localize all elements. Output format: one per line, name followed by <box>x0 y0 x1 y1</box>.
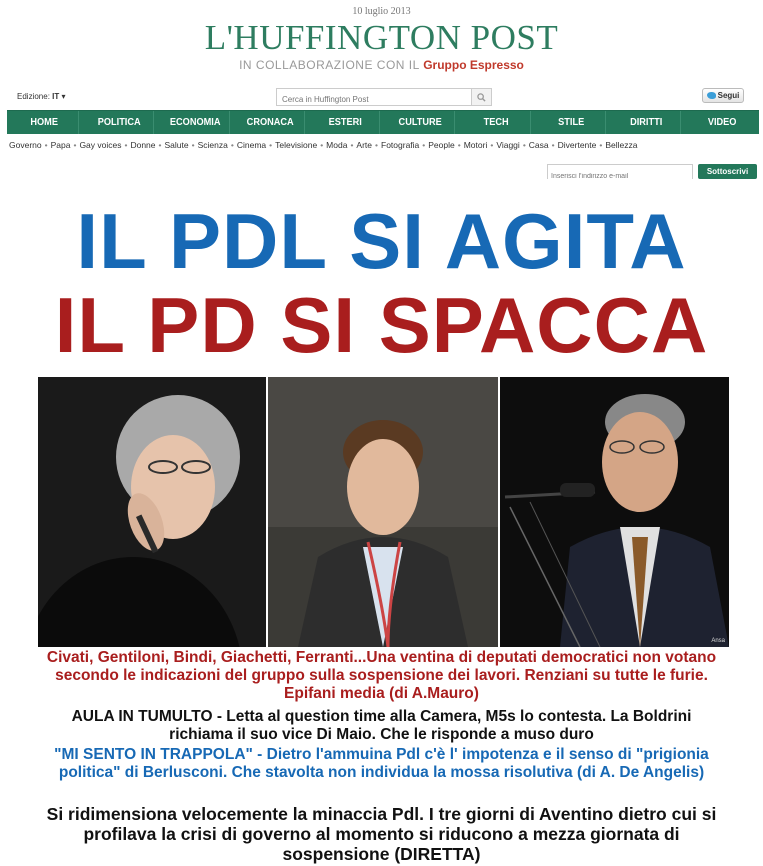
site-logo[interactable]: L'HUFFINGTON POST <box>204 18 559 57</box>
nav-item-video[interactable]: VIDEO <box>707 117 737 128</box>
story-link-black[interactable]: AULA IN TUMULTO - Letta al question time alla Camera, M5s lo contesta. La Boldrini richiama il suo vice Di Maio. Che le risponde a muso duro <box>71 708 692 743</box>
collab-partner[interactable]: Gruppo Espresso <box>423 58 524 72</box>
subnav-link[interactable]: Gay voices <box>79 140 122 150</box>
separator-dot: • <box>269 140 273 150</box>
subnav-link[interactable]: Televisione <box>275 140 318 150</box>
nav-item-diritti[interactable]: DIRITTI <box>612 111 681 134</box>
headline-line-1[interactable]: IL PDL SI AGITA <box>76 197 687 285</box>
separator-dot: • <box>191 140 195 150</box>
separator-dot: • <box>320 140 324 150</box>
story-link-main[interactable]: Si ridimensiona velocemente la minaccia Pdl. I tre giorni di Aventino dietro cui si profilava la crisi di governo al momento si riducono a mezza giornata di sospensione (DIRETTA) <box>46 804 717 864</box>
subnav-link[interactable]: People <box>428 140 455 150</box>
separator-dot: • <box>158 140 162 150</box>
main-nav <box>7 110 759 134</box>
collab-prefix: IN COLLABORAZIONE CON IL <box>239 58 420 72</box>
subscribe-button[interactable]: Sottoscrivi <box>698 164 757 179</box>
separator-dot: • <box>73 140 77 150</box>
subnav-link[interactable]: Salute <box>164 140 189 150</box>
separator-dot: • <box>375 140 378 150</box>
subnav-link[interactable]: Cinema <box>236 140 267 150</box>
nav-item-stile[interactable]: STILE <box>537 111 606 134</box>
nav-item-economia[interactable]: ECONOMIA <box>161 111 230 134</box>
caret-down-icon: ▾ <box>61 92 66 101</box>
separator-dot: • <box>124 140 128 150</box>
twitter-bird-icon <box>707 92 716 99</box>
page-date: 10 luglio 2013 <box>352 6 411 17</box>
section-subnav <box>9 140 761 150</box>
nav-item-politica[interactable]: POLITICA <box>85 111 154 134</box>
nav-item-cronaca[interactable]: CRONACA <box>236 111 305 134</box>
edition-value: IT <box>52 92 60 101</box>
separator-dot: • <box>44 140 48 150</box>
separator-dot: • <box>490 140 494 150</box>
subnav-link[interactable]: Governo <box>9 140 42 150</box>
story-link-red[interactable]: Civati, Gentiloni, Bindi, Giachetti, Ferranti...Una ventina di deputati democratici non votano secondo le indicazioni del gruppo sulla sospensione dei lavori. Renziani su tutte le furie. Epifani media (di A.Mauro) <box>46 649 717 702</box>
subnav-link[interactable]: Bellezza <box>605 140 638 150</box>
twitter-follow-button[interactable] <box>702 88 744 103</box>
subnav-link[interactable]: Donne <box>130 140 156 150</box>
photo-credit: Ansa <box>711 638 725 644</box>
subnav-link[interactable]: Divertente <box>557 140 597 150</box>
nav-item-tech[interactable]: TECH <box>462 111 531 134</box>
search-input[interactable] <box>277 92 469 108</box>
separator-dot: • <box>422 140 426 150</box>
subnav-link[interactable]: Fotografia <box>381 140 420 150</box>
separator-dot: • <box>350 140 354 150</box>
subnav-link[interactable]: Scienza <box>197 140 228 150</box>
photo-illustration <box>268 377 498 647</box>
nav-item-home[interactable]: HOME <box>10 111 79 134</box>
subnav-link[interactable]: Motori <box>463 140 488 150</box>
photo-illustration <box>500 377 729 647</box>
newsletter-email-input[interactable] <box>548 170 692 183</box>
nav-item-culture[interactable]: CULTURE <box>386 111 455 134</box>
photo-man-speaking[interactable] <box>500 377 729 647</box>
search-icon <box>477 93 486 102</box>
separator-dot: • <box>551 140 555 150</box>
search-button[interactable] <box>471 89 491 105</box>
subnav-link[interactable]: Arte <box>356 140 373 150</box>
follow-label: Segui <box>717 91 740 100</box>
separator-dot: • <box>457 140 461 150</box>
subnav-link[interactable]: Moda <box>326 140 348 150</box>
edition-selector[interactable] <box>17 92 66 101</box>
photo-young-man[interactable] <box>268 377 498 647</box>
separator-dot: • <box>522 140 526 150</box>
separator-dot: • <box>230 140 234 150</box>
photo-woman-glasses[interactable] <box>38 377 266 647</box>
newsletter-email-box <box>547 164 693 179</box>
subnav-link[interactable]: Casa <box>528 140 549 150</box>
headline-line-2[interactable]: IL PD SI SPACCA <box>54 281 709 369</box>
subnav-link[interactable]: Papa <box>50 140 71 150</box>
subnav-link[interactable]: Viaggi <box>496 140 520 150</box>
edition-label: Edizione: <box>17 92 50 101</box>
nav-item-esteri[interactable]: ESTERI <box>311 111 380 134</box>
photo-illustration <box>38 377 266 647</box>
separator-dot: • <box>599 140 603 150</box>
collaboration-tagline <box>0 58 763 72</box>
search-box <box>276 88 492 106</box>
story-link-blue[interactable]: "MI SENTO IN TRAPPOLA" - Dietro l'ammuina Pdl c'è l' impotenza e il senso di "prigionia politica" di Berlusconi. Che stavolta non individua la mossa risolutiva (di A. De Angelis) <box>54 746 709 781</box>
